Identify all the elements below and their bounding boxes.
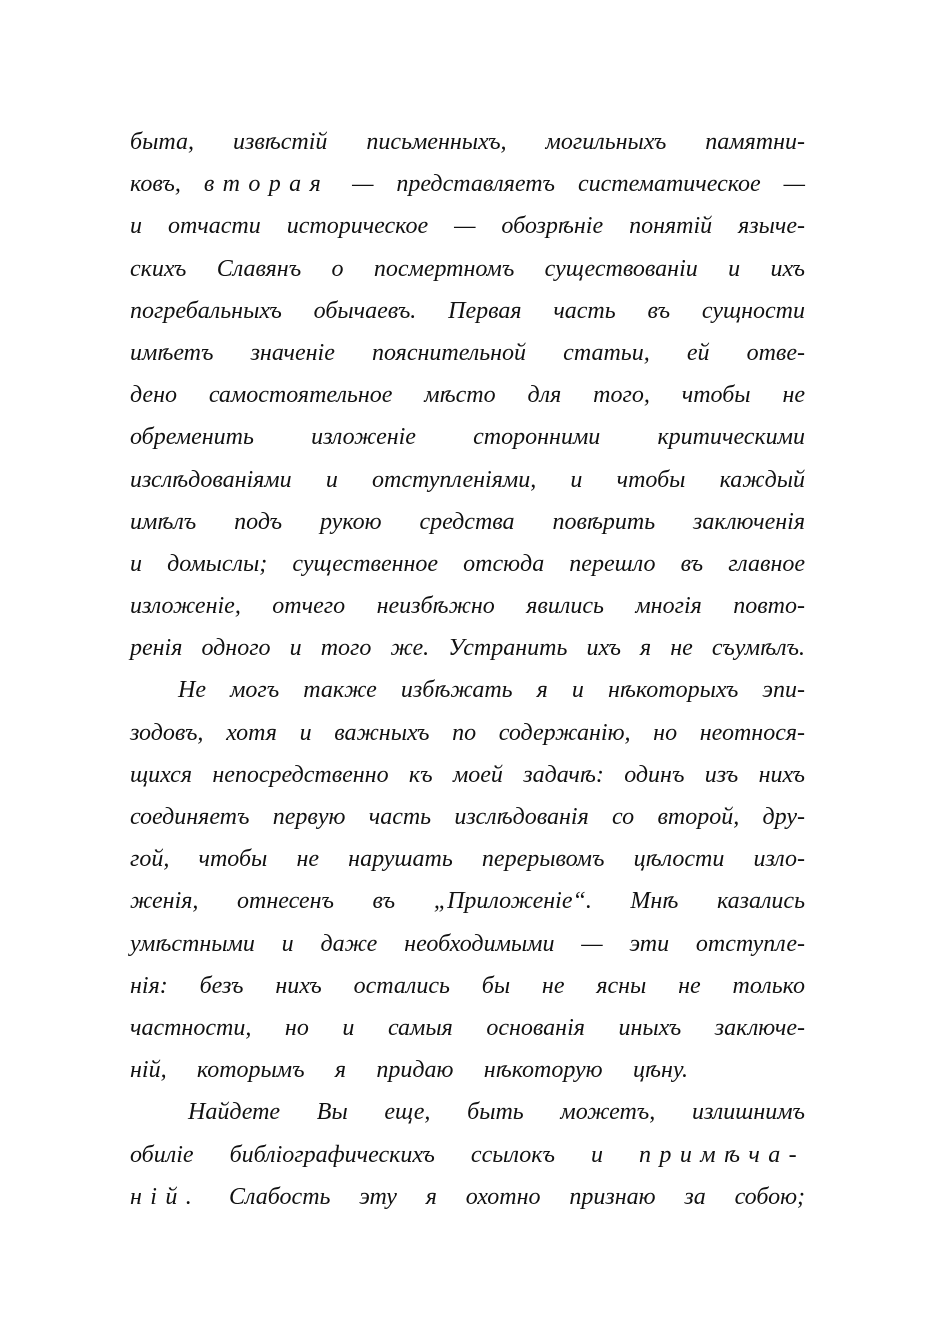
text-line: и отчасти историческое — обозрѣніе понятій языче- — [130, 213, 805, 240]
text-line: частности, но и самыя основанія иныхъ заключе- — [130, 1014, 805, 1041]
text-line: дено самостоятельное мѣсто для того, чтобы не — [130, 382, 805, 409]
text-line: погребальныхъ обычаевъ. Первая часть въ сущности — [130, 297, 805, 324]
text-line: и домыслы; существенное отсюда перешло въ главное — [130, 550, 805, 577]
text-line: соединяетъ первую часть изслѣдованія со второй, дру- — [130, 804, 805, 830]
text-line — [130, 163, 805, 205]
text-line: Найдете Вы еще, быть можетъ, излишнимъ — [188, 1099, 805, 1126]
text-line: обременить изложеніе сторонними критическими — [130, 424, 805, 451]
paragraph-2 — [130, 669, 805, 1091]
text-line: нія: безъ нихъ остались бы не ясны не только — [130, 972, 805, 999]
text-line: ренія одного и того же. Устранить ихъ я не съумѣлъ. — [130, 635, 805, 662]
text-line: ній, которымъ я придаю нѣкоторую цѣну. — [130, 1057, 688, 1084]
text-line: гой, чтобы не нарушать перерывомъ цѣлости изло- — [130, 846, 805, 873]
paragraph-3 — [130, 1091, 805, 1218]
spaced-word: вторая — [203, 171, 330, 198]
spaced-word: примѣча- — [639, 1141, 805, 1168]
text-line — [130, 1134, 805, 1176]
text-line: женія, отнесенъ въ „Приложеніе“. Мнѣ казались — [130, 888, 805, 915]
text-line: Не могъ также избѣжать я и нѣкоторыхъ эпи- — [178, 677, 805, 704]
text-line: быта, извѣстій письменныхъ, могильныхъ памятни- — [130, 129, 805, 155]
text-line: изложеніе, отчего неизбѣжно явились многія повто- — [130, 593, 805, 620]
text-block — [130, 121, 805, 1218]
text-line: скихъ Славянъ о посмертномъ существованіи и ихъ — [130, 255, 805, 282]
text-segment: Слабость эту я охотно признаю за собою; — [200, 1183, 805, 1210]
text-line: зодовъ, хотя и важныхъ по содержанію, но неотнося- — [130, 719, 805, 746]
text-line: изслѣдованіями и отступленіями, и чтобы каждый — [130, 466, 805, 493]
paragraph-1 — [130, 121, 805, 669]
text-segment: — представляетъ систематическое — — [329, 171, 805, 198]
text-line: имѣетъ значеніе пояснительной статьи, ей отве- — [130, 339, 805, 366]
text-line: щихся непосредственно къ моей задачѣ: одинъ изъ нихъ — [130, 761, 805, 788]
text-segment: обиліе библіографическихъ ссылокъ и — [130, 1141, 640, 1168]
text-segment: ковъ, — [130, 171, 204, 198]
text-line: умѣстными и даже необходимыми — эти отступле- — [130, 930, 805, 957]
spaced-word: ній. — [130, 1183, 201, 1210]
text-line — [130, 1176, 805, 1218]
text-line: имѣлъ подъ рукою средства повѣрить заключенія — [130, 508, 805, 535]
